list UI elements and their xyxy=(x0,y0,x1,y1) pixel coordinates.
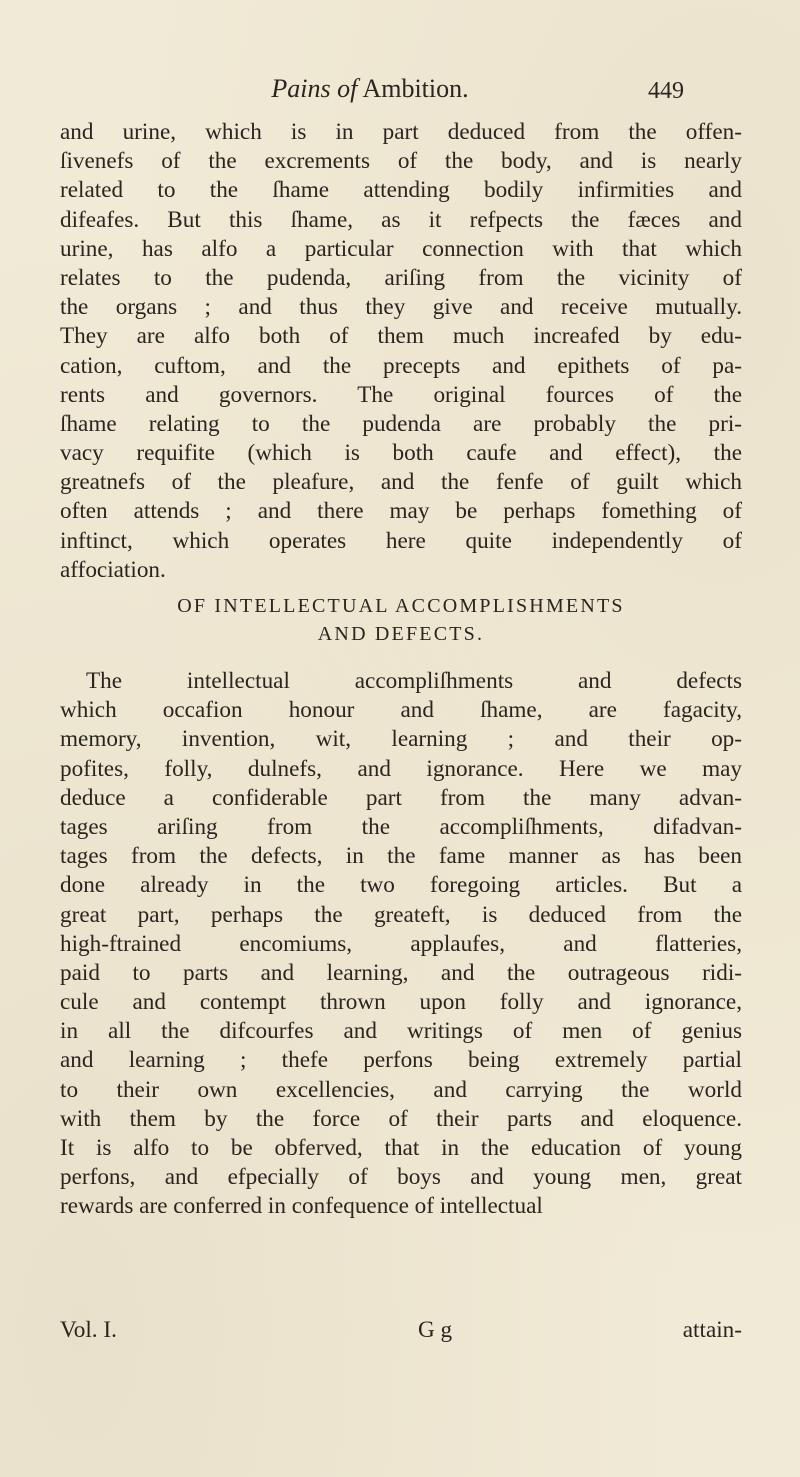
text-line: great part, perhaps the greateft, is deduced from the xyxy=(60,901,742,928)
running-title-ambition: Ambition. xyxy=(362,74,469,103)
text-line: cation, cuftom, and the precepts and epithets of pa- xyxy=(60,352,742,379)
section-heading-line-2: AND DEFECTS. xyxy=(317,623,485,645)
text-line: pofites, folly, dulnefs, and ignorance. Here we may xyxy=(60,755,742,782)
text-line: relates to the pudenda, ariſing from the vicinity of xyxy=(60,264,742,291)
text-line: done already in the two foregoing articles. But a xyxy=(60,872,742,899)
section-heading-line-1: OF INTELLECTUAL ACCOMPLISHMENTS xyxy=(177,595,625,617)
text-line: and urine, which is in part deduced from the offen- xyxy=(60,119,742,145)
signature-mark: G g xyxy=(418,1317,453,1343)
text-line: rents and governors. The original fources of the xyxy=(60,381,742,408)
text-line: ſhame relating to the pudenda are probably the pri- xyxy=(60,410,742,437)
text-line: The intellectual accompliſhments and defects xyxy=(86,668,742,694)
text-line: high-ftrained encomiums, applaufes, and flatteries, xyxy=(60,930,742,957)
running-title-of: of xyxy=(337,74,358,103)
running-head xyxy=(60,70,684,110)
volume-label: Vol. I. xyxy=(60,1317,117,1343)
text-line: urine, has alfo a particular connection with that which xyxy=(60,235,742,262)
page-number: 449 xyxy=(648,78,684,104)
running-title-pains: Pains xyxy=(271,74,331,103)
text-line: often attends ; and there may be perhaps fomething of xyxy=(60,498,742,525)
text-line: difeafes. But this ſhame, as it refpects the fæces and xyxy=(60,206,742,233)
text-line: which occafion honour and ſhame, are fagacity, xyxy=(60,697,742,724)
text-line: to their own excellencies, and carrying the world xyxy=(60,1076,742,1103)
text-line: cule and contempt thrown upon folly and ignorance, xyxy=(60,989,742,1016)
text-line: tages ariſing from the accompliſhments, difadvan- xyxy=(60,813,742,840)
text-line: vacy requifite (which is both caufe and effect), the xyxy=(60,440,742,467)
text-line: in all the difcourfes and writings of men of genius xyxy=(60,1018,742,1045)
text-line: related to the ſhame attending bodily infirmities and xyxy=(60,177,742,204)
text-line: greatnefs of the pleafure, and the fenfe of guilt which xyxy=(60,469,742,496)
text-line: inftinct, which operates here quite independently of xyxy=(60,527,742,554)
text-line: perfons, and efpecially of boys and young men, great xyxy=(60,1164,742,1191)
text-line: memory, invention, wit, learning ; and their op- xyxy=(60,726,742,753)
running-title xyxy=(60,74,680,104)
text-line: rewards are conferred in confequence of intellectual xyxy=(60,1193,543,1220)
text-line: It is alfo to be obferved, that in the education of young xyxy=(60,1135,742,1161)
text-line: They are alfo both of them much increafed by edu- xyxy=(60,323,742,350)
text-line: paid to parts and learning, and the outrageous ridi- xyxy=(60,959,742,986)
text-line: deduce a confiderable part from the many advan- xyxy=(60,784,742,811)
text-line: and learning ; thefe perfons being extremely partial xyxy=(60,1047,742,1074)
text-line: the organs ; and thus they give and receive mutually. xyxy=(60,294,742,321)
paragraph-intellectual-accomplishments xyxy=(60,667,742,1222)
catchword: attain- xyxy=(682,1317,742,1343)
text-line: ſivenefs of the excrements of the body, and is nearly xyxy=(60,148,742,175)
text-line: tages from the defects, in the fame manner as has been xyxy=(60,843,742,870)
paragraph-shame-pudenda xyxy=(60,118,742,585)
text-line: with them by the force of their parts and eloquence. xyxy=(60,1105,742,1132)
text-line: affociation. xyxy=(60,556,166,583)
